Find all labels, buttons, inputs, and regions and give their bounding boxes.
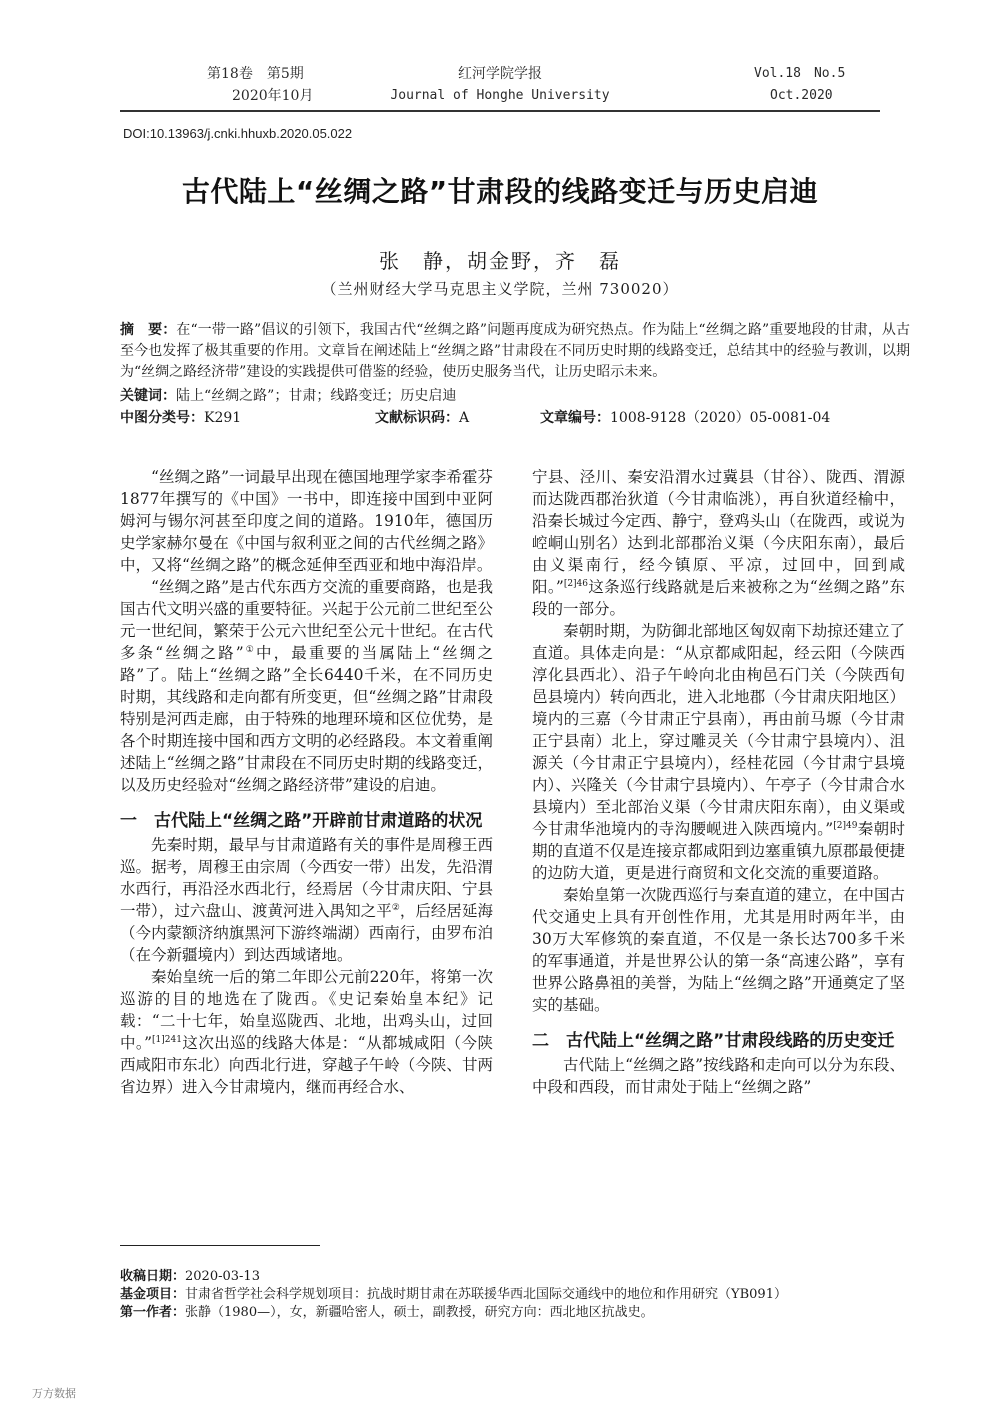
text-span: 宁县、泾川、秦安沿渭水过冀县（甘谷）、陇西、渭源而达陇西郡治狄道（今甘肃临洮），再自狄道经榆中，沿秦长城过今定西、静宁，登鸡头山（在陇西，或说为崆峒山别名）达到北部郡治义渠（今庆阳东南），最后由义渠南行，经今镇原、平凉，过回中，回到咸阳。” [532, 468, 905, 596]
text-span: 中，最重要的当属陆上“丝绸之路”了。陆上“丝绸之路”全长6440千米，在不同历史时期，其线路和走向都有所变更，但“丝绸之路”甘肃段特别是河西走廊，由于特殊的地理环境和区位优势，是各个时期连接中国和西方文明的必经路段。本文着重阐述陆上“丝绸之路”甘肃段在不同历史时期的线路变迁，以及历史经验对“丝绸之路经济带”建设的启迪。 [120, 644, 493, 794]
received-value: 2020-03-13 [185, 1269, 260, 1284]
affiliation: （兰州财经大学马克思主义学院，兰州 730020） [321, 280, 679, 298]
paragraph [120, 966, 493, 1098]
journal-name-cn: 红河学院学报 [458, 66, 542, 82]
body-left-column [120, 466, 493, 1098]
paragraph [532, 466, 905, 620]
text-span: 先秦时期，最早与甘肃道路有关的事件是周穆王西巡。据考，周穆王由宗周（今西安一带）出发，先沿渭水西行，再沿泾水西北行，经焉居（今甘肃庆阳、宁县一带），过六盘山、渡黄河进入禺知之平 [120, 836, 493, 920]
keywords [120, 386, 880, 407]
classification-value: K291 [204, 410, 242, 426]
footnote-rule [120, 1245, 320, 1246]
authors: 张 静，胡金野，齐 磊 [379, 249, 621, 273]
paragraph [120, 576, 493, 796]
paragraph: “丝绸之路”一词最早出现在德国地理学家李希霍芬1877年撰写的《中国》一书中，即连接中国到中亚阿姆河与锡尔河甚至印度之间的道路。1910年，德国历史学家赫尔曼在《中国与叙利亚之间的古代丝绸之路》中，又将“丝绸之路”的概念延伸至西亚和地中海沿岸。 [120, 468, 493, 574]
received-label: 收稿日期： [120, 1269, 186, 1284]
text-span: 秦朝时期，为防御北部地区匈奴南下劫掠还建立了直道。具体走向是：“从京都咸阳起，经云阳（今陕西淳化县西北）、沿子午岭向北由栒邑石门关（今陕西旬邑县境内）转向西北，进入北地郡（今甘肃庆阳地区）境内的三嘉（今甘肃正宁县南），再由前马塬（今甘肃正宁县南）北上，穿过雕灵关（今甘肃宁县境内）、沮源关（今甘肃正宁县境内），经桂花园（今甘肃宁县境内）、兴隆关（今甘肃宁县境内）、午亭子（今甘肃合水县境内）至北部治义渠（今甘肃庆阳东南），由义渠或今甘肃华池境内的寺沟腰岘进入陕西境内。” [532, 622, 905, 838]
keywords-label: 关键词： [120, 388, 176, 404]
body-right-column [532, 466, 905, 1098]
text-span: 秦朝时期的直道不仅是连接京都咸阳到边塞重镇九原郡最便捷的边防大道，更是进行商贸和文化交流的重要道路。 [532, 820, 905, 882]
text-span: 这条巡行线路就是后来被称之为“丝绸之路”东段的一部分。 [532, 578, 905, 618]
header-rule [120, 110, 880, 112]
article-number [540, 408, 830, 429]
date-en: Oct.2020 [770, 88, 833, 103]
footnote-ref: ② [391, 902, 400, 913]
article-number-value: 1008-9128（2020）05-0081-04 [610, 410, 831, 426]
fund-label: 基金项目： [120, 1287, 186, 1302]
citation-ref: [2]49 [833, 820, 858, 831]
footnote-ref: ① [243, 644, 256, 655]
section-heading-1: 一 古代陆上“丝绸之路”开辟前甘肃道路的状况 [120, 811, 483, 831]
abstract-label: 摘 要： [120, 322, 177, 338]
volume-issue: 第18卷 第5期 [207, 66, 304, 82]
abstract-text: 在“一带一路”倡议的引领下，我国古代“丝绸之路”问题再度成为研究热点。作为陆上“丝绸之路”重要地段的甘肃，从古至今也发挥了极其重要的作用。文章旨在阐述陆上“丝绸之路”甘肃段在不同历史时期的线路变迁，总结其中的经验与教训，以期为“丝绸之路经济带”建设的实践提供可借鉴的经验，使历史服务当代，让历史昭示未来。 [120, 322, 910, 380]
first-author-value: 张静（1980—），女，新疆哈密人，硕士，副教授，研究方向：西北地区抗战史。 [185, 1305, 654, 1320]
paragraph [532, 620, 905, 884]
doi: DOI:10.13963/j.cnki.hhuxb.2020.05.022 [123, 126, 353, 141]
doc-code-value: A [459, 410, 470, 426]
classification-label: 中图分类号： [120, 410, 204, 426]
text-span: ，后经居延海（今内蒙额济纳旗黑河下游终端湖）西南行，由罗布泊（在今新疆境内）到达西域诸地。 [120, 902, 493, 964]
fund-value: 甘肃省哲学社会科学规划项目：抗战时期甘肃在苏联援华西北国际交通线中的地位和作用研究（YB091） [185, 1287, 787, 1302]
paragraph [120, 834, 493, 966]
paragraph: 秦始皇第一次陇西巡行与秦直道的建立，在中国古代交通史上具有开创性作用，尤其是用时两年半，由30万大军修筑的秦直道，不仅是一条长达700多千米的军事通道，并是世界公认的第一条“高速公路”，享有世界公路鼻祖的美誉，为陆上“丝绸之路”开通奠定了坚实的基础。 [532, 886, 905, 1014]
fund-project [120, 1286, 900, 1304]
keywords-text: 陆上“丝绸之路”；甘肃；线路变迁；历史启迪 [176, 388, 457, 404]
journal-name-en: Journal of Honghe University [390, 88, 610, 103]
wanfang-watermark: 万方数据 [32, 1387, 76, 1400]
citation-ref: [1]241 [152, 1034, 182, 1045]
text-span: 秦始皇统一后的第二年即公元前220年，将第一次巡游的目的地选在了陇西。《史记秦始皇本纪》记载：“二十七年，始皇巡陇西、北地，出鸡头山，过回中。” [120, 968, 493, 1052]
first-author [120, 1304, 900, 1322]
citation-ref: [2]46 [563, 578, 589, 589]
doc-code [375, 408, 469, 429]
text-span: “丝绸之路”是古代东西方交流的重要商路，也是我国古代文明兴盛的重要特征。兴起于公元前二世纪至公元一世纪间，繁荣于公元六世纪至公元十世纪。在古代多条“丝绸之路” [120, 578, 493, 662]
text-span: 这次出巡的线路大体是：“从都城咸阳（今陕西咸阳市东北）向西北行进，穿越子午岭（今陕、甘两省边界）进入今甘肃境内，继而再经合水、 [120, 1034, 493, 1096]
section-heading-2: 二 古代陆上“丝绸之路”甘肃段线路的历史变迁 [532, 1031, 895, 1051]
first-author-label: 第一作者： [120, 1305, 186, 1320]
paragraph: 古代陆上“丝绸之路”按线路和走向可以分为东段、中段和西段，而甘肃处于陆上“丝绸之路” [532, 1056, 905, 1096]
abstract [120, 320, 910, 383]
article-title: 古代陆上“丝绸之路”甘肃段的线路变迁与历史启迪 [181, 175, 819, 208]
received-date [120, 1268, 900, 1286]
publication-date: 2020年10月 [232, 88, 314, 104]
doc-code-label: 文献标识码： [375, 410, 459, 426]
volume-number-en: Vol.18 No.5 [754, 66, 846, 81]
article-number-label: 文章编号： [540, 410, 610, 426]
classification [120, 408, 241, 429]
